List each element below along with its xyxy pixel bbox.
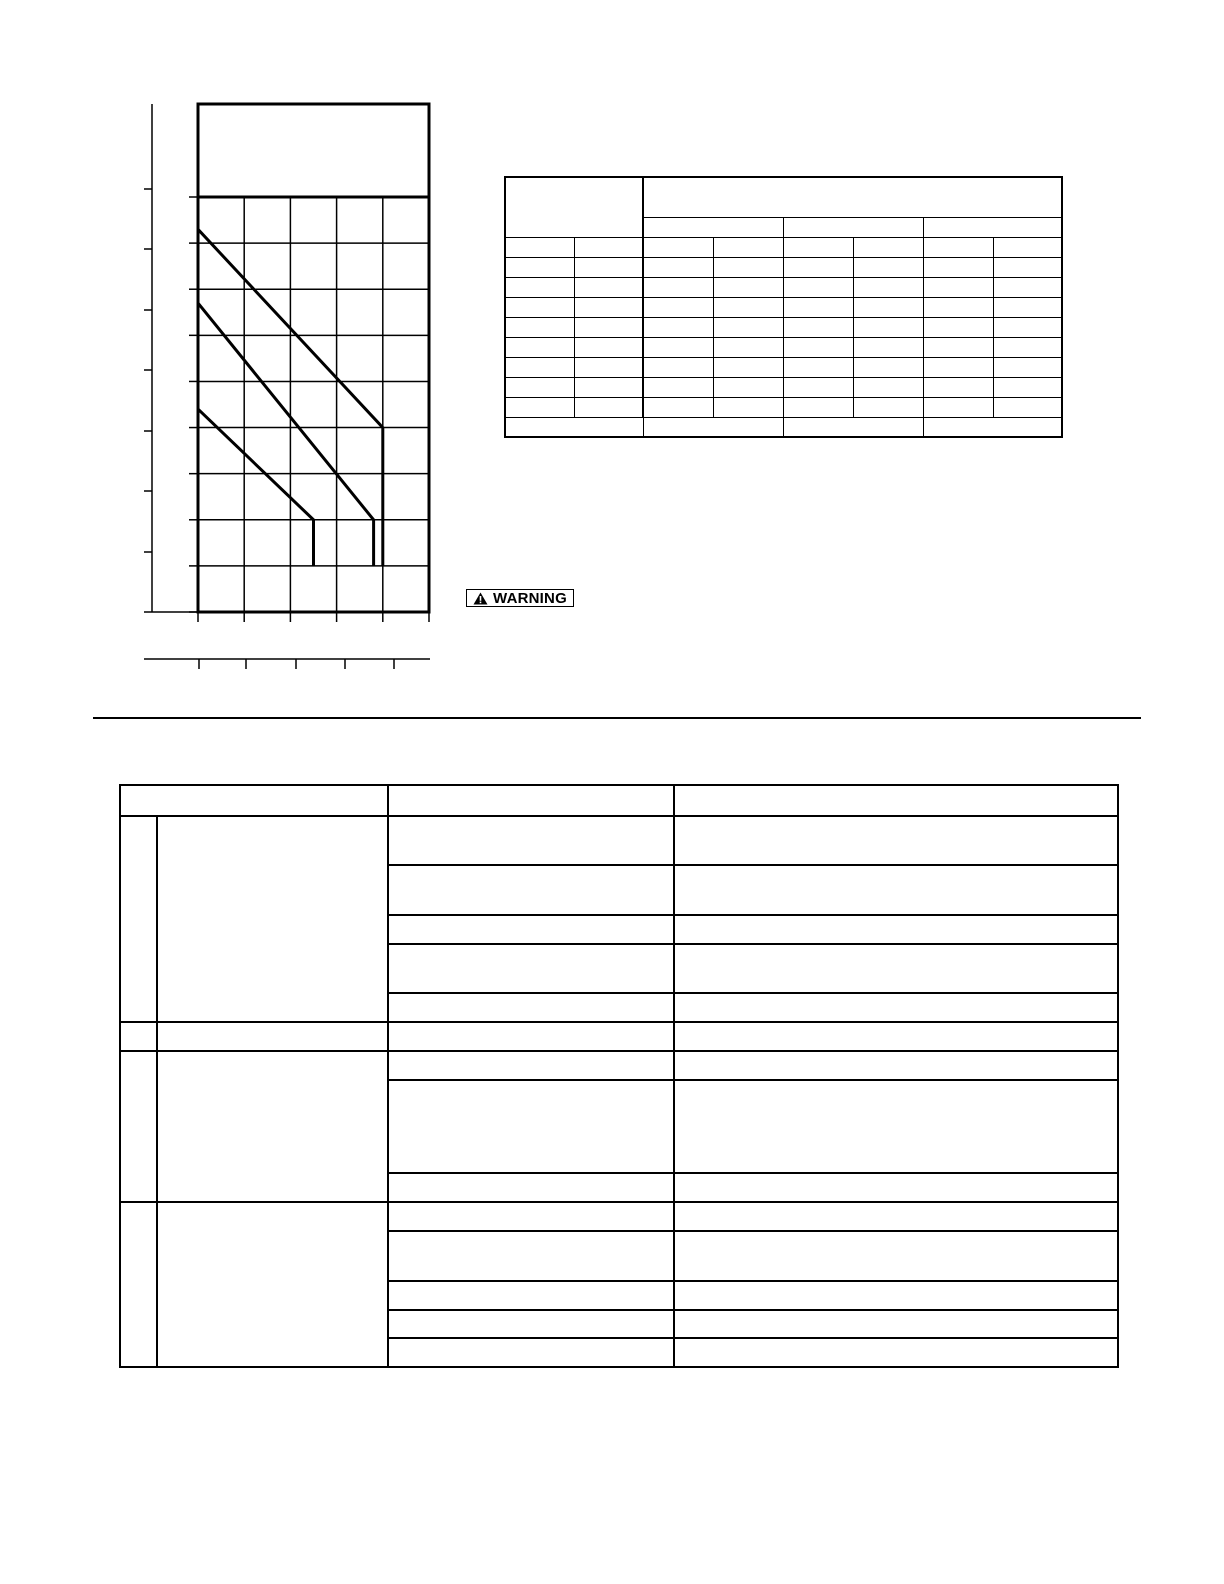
table-cell	[923, 397, 993, 417]
table-cell	[713, 237, 783, 257]
table-cell	[574, 377, 643, 397]
table-row	[120, 1202, 1118, 1231]
table-cell	[674, 944, 1118, 993]
table-footer-cell	[923, 417, 1062, 437]
chart-axes	[144, 104, 430, 669]
table-cell	[505, 377, 574, 397]
table-cell	[853, 357, 923, 377]
table-subheader-cell	[923, 217, 1062, 237]
table-row	[505, 297, 1062, 317]
table-cell	[713, 297, 783, 317]
table-cell	[993, 257, 1062, 277]
table-cell	[923, 317, 993, 337]
table-footer-row	[505, 417, 1062, 437]
table-cell	[853, 297, 923, 317]
table-cell	[783, 277, 853, 297]
table-cell	[643, 277, 713, 297]
table-cell	[783, 237, 853, 257]
table-cell	[783, 257, 853, 277]
table-cell	[853, 237, 923, 257]
table-row	[505, 237, 1062, 257]
table-cell	[388, 1051, 674, 1080]
table-cell	[574, 297, 643, 317]
table-cell	[388, 1173, 674, 1202]
table-cell	[505, 297, 574, 317]
table-footer-cell	[505, 417, 643, 437]
table-cell	[120, 1022, 157, 1051]
table-row	[120, 816, 1118, 865]
table-subheader-cell	[643, 217, 783, 237]
table-row	[505, 317, 1062, 337]
table-cell	[713, 257, 783, 277]
table-cell	[505, 237, 574, 257]
table-cell	[923, 277, 993, 297]
table-cell	[505, 357, 574, 377]
table-cell	[643, 377, 713, 397]
table-row	[120, 1051, 1118, 1080]
table-cell	[674, 1281, 1118, 1310]
table-cell	[783, 297, 853, 317]
warning-label: WARNING	[493, 589, 567, 607]
lower-table-header-cell	[388, 785, 674, 816]
table-cell	[574, 257, 643, 277]
table-cell	[853, 337, 923, 357]
table-cell	[157, 1202, 388, 1367]
table-cell	[388, 1022, 674, 1051]
table-cell	[388, 1231, 674, 1281]
table-cell	[388, 1310, 674, 1338]
table-row	[505, 397, 1062, 417]
table-row	[505, 357, 1062, 377]
table-cell	[388, 1281, 674, 1310]
table-cell	[574, 317, 643, 337]
section-divider	[93, 717, 1141, 719]
table-cell	[674, 1231, 1118, 1281]
table-cell	[643, 397, 713, 417]
table-cell	[157, 1051, 388, 1202]
table-cell	[643, 357, 713, 377]
table-cell	[388, 865, 674, 915]
lower-table	[119, 784, 1119, 1368]
warning-triangle-icon	[473, 592, 488, 605]
table-subheader-cell	[783, 217, 923, 237]
table-cell	[923, 377, 993, 397]
table-cell	[120, 816, 157, 1022]
table-cell	[993, 277, 1062, 297]
chart	[0, 0, 440, 680]
table-cell	[783, 397, 853, 417]
table-cell	[643, 337, 713, 357]
table-cell	[923, 337, 993, 357]
table-cell	[674, 1338, 1118, 1367]
table-cell	[643, 257, 713, 277]
table-cell	[993, 397, 1062, 417]
table-cell	[157, 816, 388, 1022]
table-cell	[157, 1022, 388, 1051]
table-cell	[574, 397, 643, 417]
table-cell	[674, 1173, 1118, 1202]
table-cell	[713, 357, 783, 377]
lower-table-header-row	[120, 785, 1118, 816]
table-cell	[674, 816, 1118, 865]
table-cell	[643, 297, 713, 317]
data-table	[504, 176, 1063, 438]
table-footer-cell	[643, 417, 783, 437]
table-cell	[713, 277, 783, 297]
table-cell	[388, 1202, 674, 1231]
table-cell	[993, 297, 1062, 317]
table-row	[505, 257, 1062, 277]
table-cell	[574, 277, 643, 297]
table-row	[505, 337, 1062, 357]
table-cell	[388, 1338, 674, 1367]
table-cell	[923, 357, 993, 377]
table-row	[120, 1022, 1118, 1051]
table-cell	[120, 1202, 157, 1367]
warning-badge	[466, 589, 574, 607]
table-cell	[853, 277, 923, 297]
table-cell	[505, 317, 574, 337]
table-cell	[713, 337, 783, 357]
table-cell	[853, 257, 923, 277]
lower-table-header-cell	[120, 785, 388, 816]
table-header-row	[505, 177, 1062, 217]
table-footer-cell	[783, 417, 923, 437]
table-cell	[674, 915, 1118, 944]
series-line-3	[198, 409, 314, 566]
table-cell	[574, 357, 643, 377]
table-cell	[674, 1080, 1118, 1173]
table-cell	[783, 317, 853, 337]
table-cell	[388, 816, 674, 865]
table-cell	[505, 337, 574, 357]
table-cell	[388, 993, 674, 1022]
table-cell	[713, 397, 783, 417]
table-cell	[923, 257, 993, 277]
table-cell	[505, 397, 574, 417]
table-cell	[505, 257, 574, 277]
table-cell	[853, 397, 923, 417]
table-cell	[993, 317, 1062, 337]
table-cell	[783, 337, 853, 357]
table-row	[505, 377, 1062, 397]
table-cell	[120, 1051, 157, 1202]
table-header-cell	[505, 177, 643, 237]
table-header-cell	[643, 177, 1062, 217]
table-cell	[993, 237, 1062, 257]
table-cell	[674, 1022, 1118, 1051]
table-cell	[674, 865, 1118, 915]
lower-table-header-cell	[674, 785, 1118, 816]
table-cell	[574, 237, 643, 257]
table-cell	[505, 277, 574, 297]
table-cell	[993, 337, 1062, 357]
table-cell	[388, 1080, 674, 1173]
table-cell	[713, 317, 783, 337]
table-cell	[574, 337, 643, 357]
table-cell	[388, 915, 674, 944]
table-cell	[674, 1202, 1118, 1231]
table-cell	[853, 377, 923, 397]
table-cell	[783, 377, 853, 397]
table-cell	[923, 237, 993, 257]
table-cell	[993, 377, 1062, 397]
table-row	[505, 277, 1062, 297]
table-cell	[783, 357, 853, 377]
table-cell	[993, 357, 1062, 377]
table-cell	[713, 377, 783, 397]
table-cell	[853, 317, 923, 337]
table-cell	[388, 944, 674, 993]
table-cell	[674, 1310, 1118, 1338]
table-cell	[643, 317, 713, 337]
table-cell	[643, 237, 713, 257]
table-cell	[674, 1051, 1118, 1080]
table-cell	[923, 297, 993, 317]
table-cell	[674, 993, 1118, 1022]
